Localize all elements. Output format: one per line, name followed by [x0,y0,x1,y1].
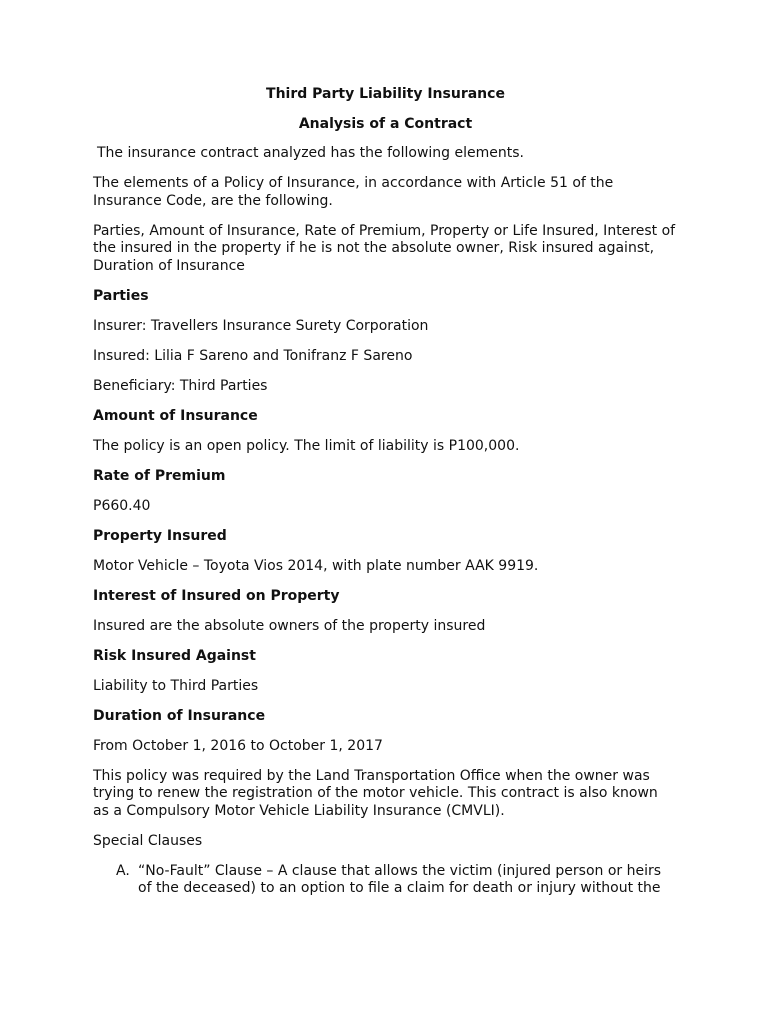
duration-heading: Duration of Insurance [93,707,266,724]
property-text: Motor Vehicle – Toyota Vios 2014, with plate number AAK 9919. [93,557,539,574]
amount-text: The policy is an open policy. The limit of liability is P100,000. [93,437,520,454]
duration-text: From October 1, 2016 to October 1, 2017 [93,737,383,754]
list-item [93,863,678,898]
interest-text: Insured are the absolute owners of the property insured [93,617,486,634]
amount-heading: Amount of Insurance [93,407,258,424]
policy-note-paragraph: This policy was required by the Land Transportation Office when the owner was trying to renew the registration of the motor vehicle. This contract is also known as a Compulsory Motor Vehicle Liability Insurance (CMVLI). [93,767,658,819]
property-heading: Property Insured [93,527,227,544]
insurer-line: Insurer: Travellers Insurance Surety Corporation [93,317,429,334]
document-body [93,86,678,910]
risk-heading: Risk Insured Against [93,647,256,664]
premium-text: P660.40 [93,497,151,514]
elements-list-paragraph: Parties, Amount of Insurance, Rate of Premium, Property or Life Insured, Interest of the insured in the property if he is not the absolute owner, Risk insured against, Duration of Insurance [93,222,676,274]
insured-line: Insured: Lilia F Sareno and Tonifranz F Sareno [93,347,413,364]
parties-heading: Parties [93,287,149,304]
intro-paragraph: The insurance contract analyzed has the following elements. [97,145,524,162]
document-title: Third Party Liability Insurance [266,86,505,102]
premium-heading: Rate of Premium [93,467,226,484]
beneficiary-line: Beneficiary: Third Parties [93,377,268,394]
list-marker: A. [116,862,130,879]
special-clauses-heading: Special Clauses [93,832,203,849]
interest-heading: Interest of Insured on Property [93,587,340,604]
elements-paragraph: The elements of a Policy of Insurance, in accordance with Article 51 of the Insurance Code, are the following. [93,175,614,209]
list-item-text: “No-Fault” Clause – A clause that allows the victim (injured person or heirs of the deceased) to an option to file a claim for death or injury without the [138,862,662,897]
document-subtitle: Analysis of a Contract [298,115,473,132]
risk-text: Liability to Third Parties [93,677,259,694]
